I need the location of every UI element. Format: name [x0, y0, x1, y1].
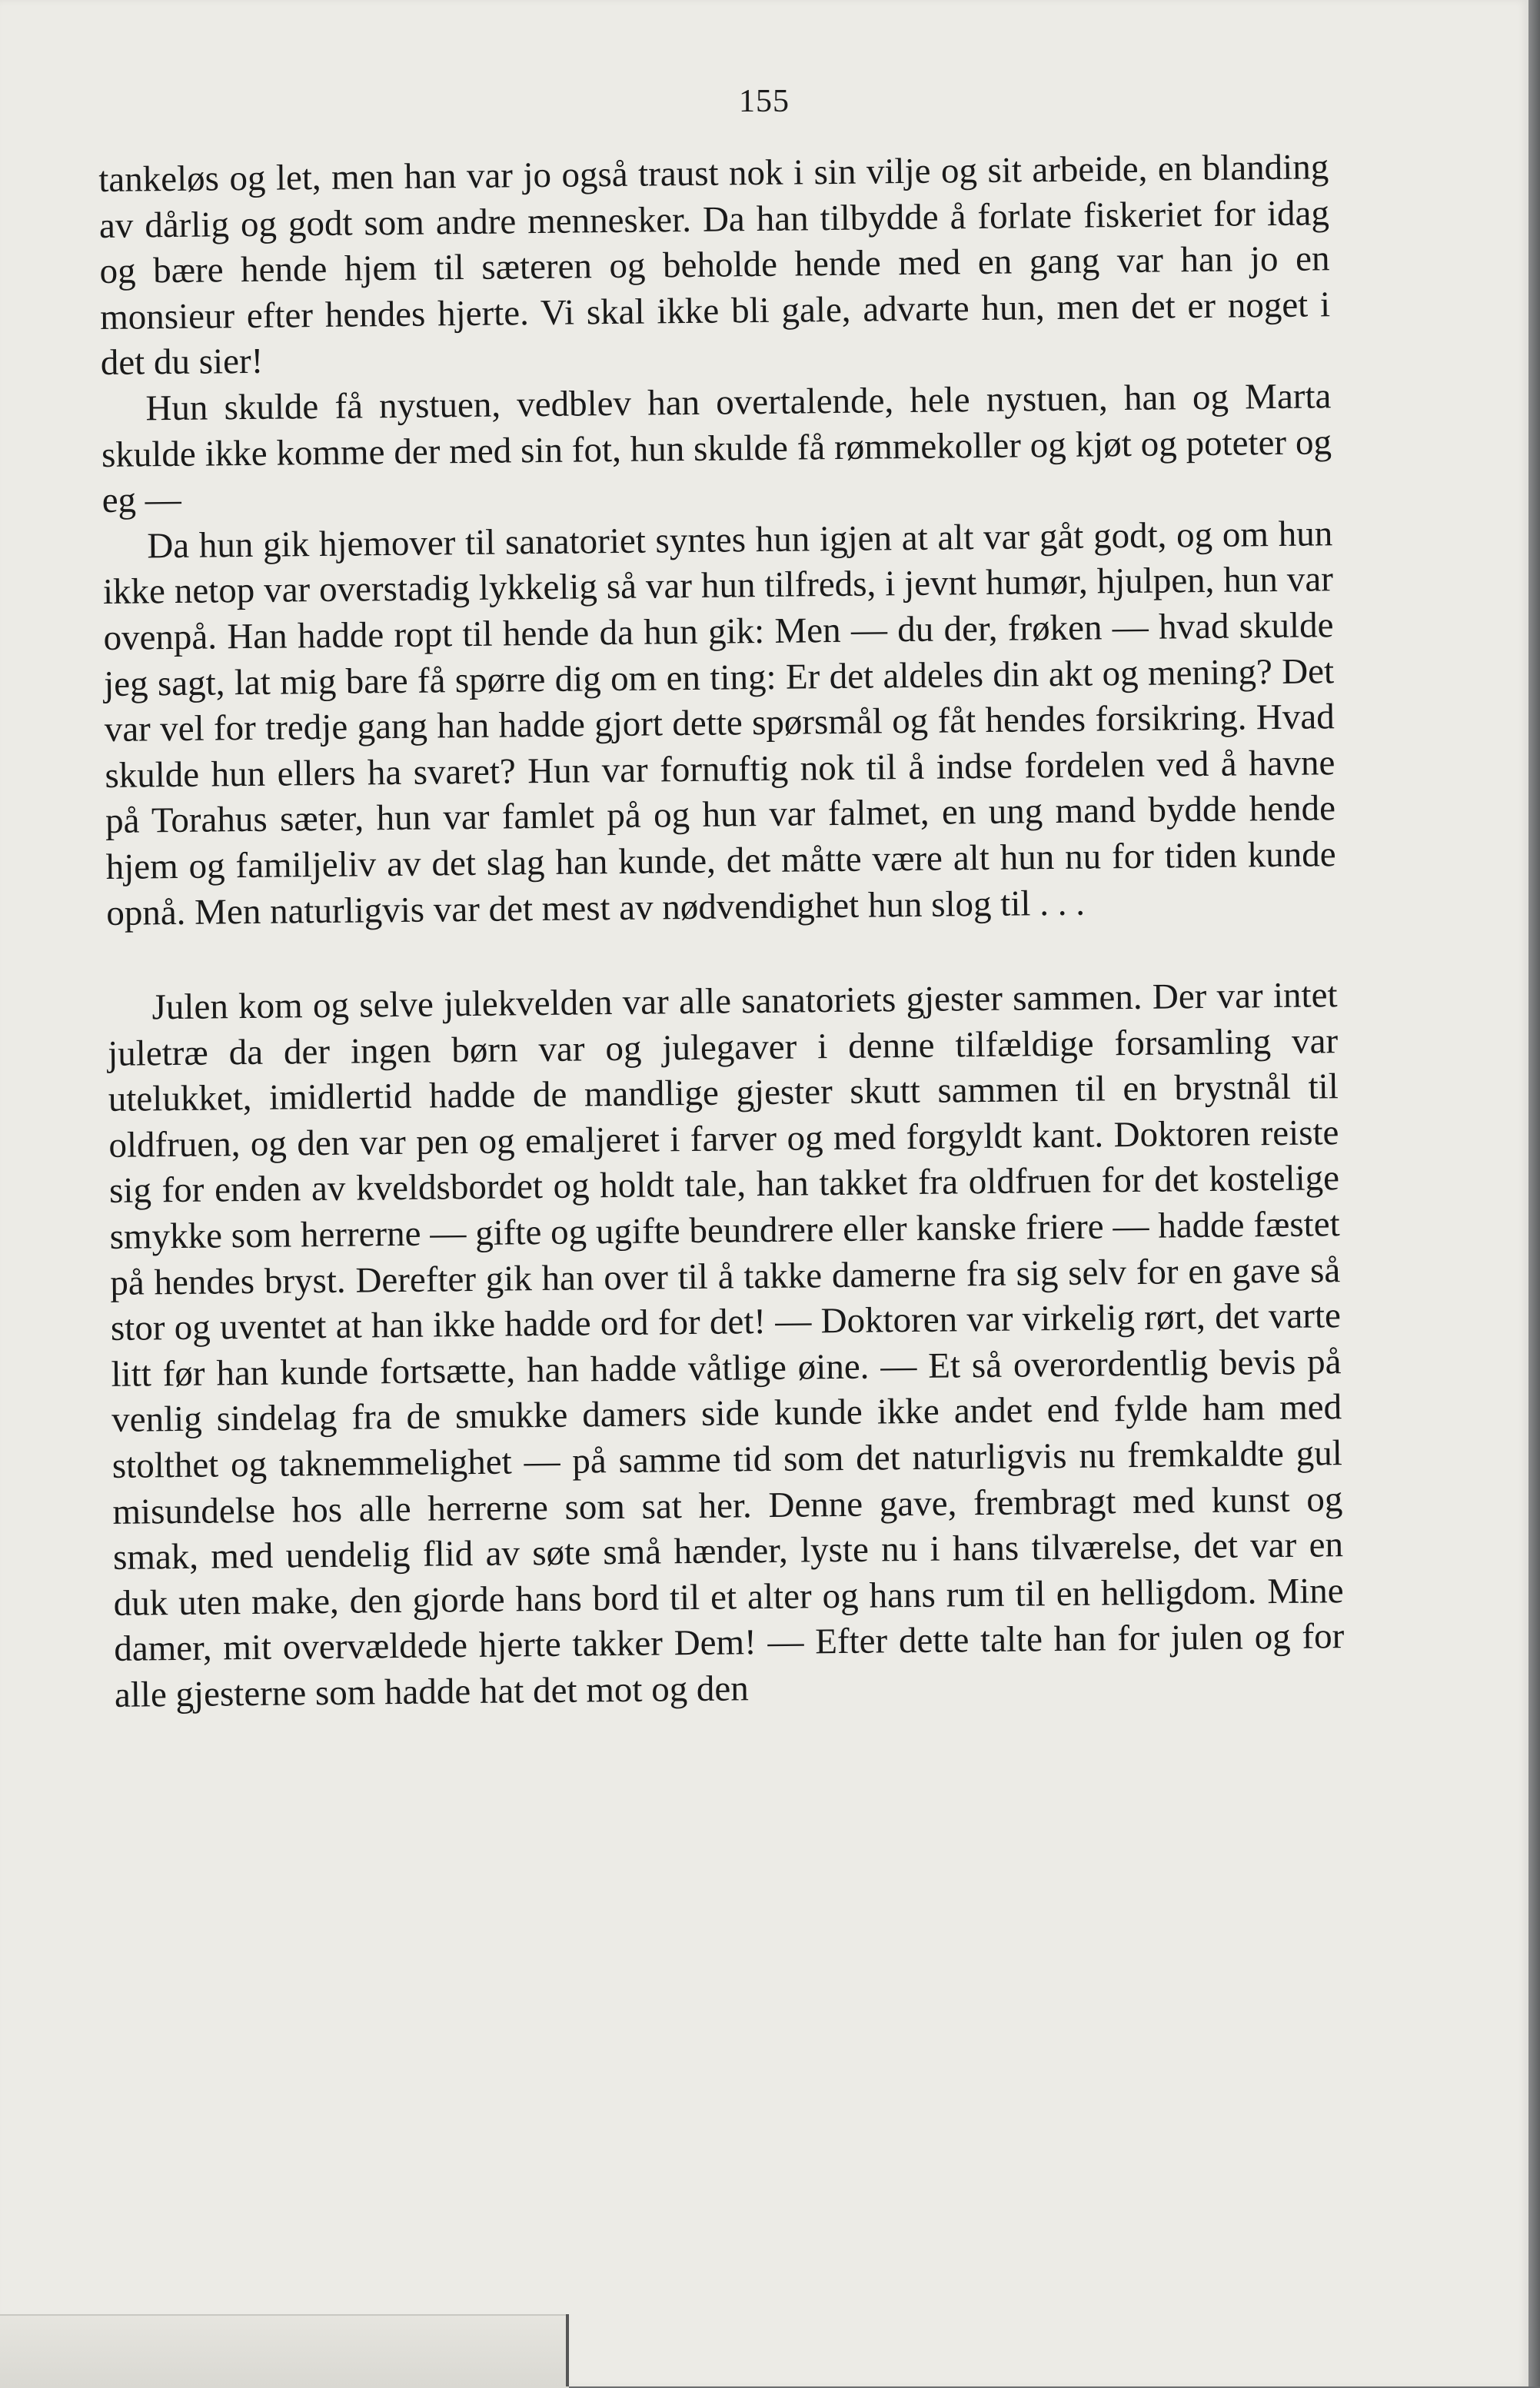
- paragraph: Da hun gik hjemover til sanatoriet syntes hun igjen at alt var gåt godt, og om hun ikke netop var overstadig lykkelig så var hun tilfreds, i jevnt humør, hjulpen, hun var ovenpå. Han hadde ropt til hende da hun gik: Men — du der, frøken — hvad skulde jeg sagt, lat mig bare få spørre dig om en ting: Er det aldeles din akt og mening? Det var vel for tredje gang han hadde gjort dette spørsmål og fåt hendes forsikring. Hvad skulde hun ellers ha svaret? Hun var fornuftig nok til å indse fordelen ved å havne på Torahus sæter, hun var famlet på og hun var falmet, en ung mand bydde hende hjem og familjeliv av det slag han kunde, det måtte være alt hun nu for tiden kunde opnå. Men naturligvis var det mest av nødvendighet hun slog til . . .: [102, 513, 1336, 933]
- paragraph: Hun skulde få nystuen, vedblev han overtalende, hele nystuen, han og Marta skulde ikke komme der med sin fot, hun skulde få rømmekoller og kjøt og poteter og eg —: [101, 376, 1332, 521]
- page-number: 155: [739, 84, 790, 119]
- page-edge-shadow: [1528, 0, 1540, 2386]
- body-text: [98, 145, 1345, 1718]
- scan-edge-mark: [566, 2314, 569, 2386]
- paragraph: Julen kom og selve julekvelden var alle sanatoriets gjester sammen. Der var intet juletræ da der ingen børn var og julegaver i denne tilfældige forsamling var utelukket, imidlertid hadde de mandlige gjester skutt sammen til en brystnål til oldfruen, og den var pen og emaljeret i farver og med forgyldt kant. Doktoren reiste sig for enden av kveldsbordet og holdt tale, han takket fra oldfruen for det kostelige smykke som herrerne — gifte og ugifte beundrere eller kanske friere — hadde fæstet på hendes bryst. Derefter gik han over til å takke damerne fra sig selv for en gave så stor og uventet at han ikke hadde ord for det! — Doktoren var virkelig rørt, det varte litt før han kunde fortsætte, han hadde våtlige øine. — Et så overordentlig bevis på venlig sindelag fra de smukke damers side kunde ikke andet end fylde ham med stolthet og taknemmelighet — på samme tid som det naturligvis nu fremkaldte gul misundelse hos alle herrerne som sat her. Denne gave, frembragt med kunst og smak, med uendelig flid av søte små hænder, lyste nu i hans tilværelse, det var en duk uten make, den gjorde hans bord til et alter og hans rum til en helligdom. Mine damer, mit overvældede hjerte takker Dem! — Efter dette talte han for julen og for alle gjesterne som hadde hat det mot og den: [107, 975, 1345, 1715]
- paragraph: tankeløs og let, men han var jo også traust nok i sin vilje og sit arbeide, en blanding av dårlig og godt som andre mennesker. Da han tilbydde å forlate fiskeriet for idag og bære hende hjem til sæteren og beholde hende med en gang var han jo en monsieur efter hendes hjerte. Vi skal ikke bli gale, advarte hun, men det er noget i det du sier!: [98, 147, 1331, 384]
- scan-bottom-strip: [0, 2314, 569, 2388]
